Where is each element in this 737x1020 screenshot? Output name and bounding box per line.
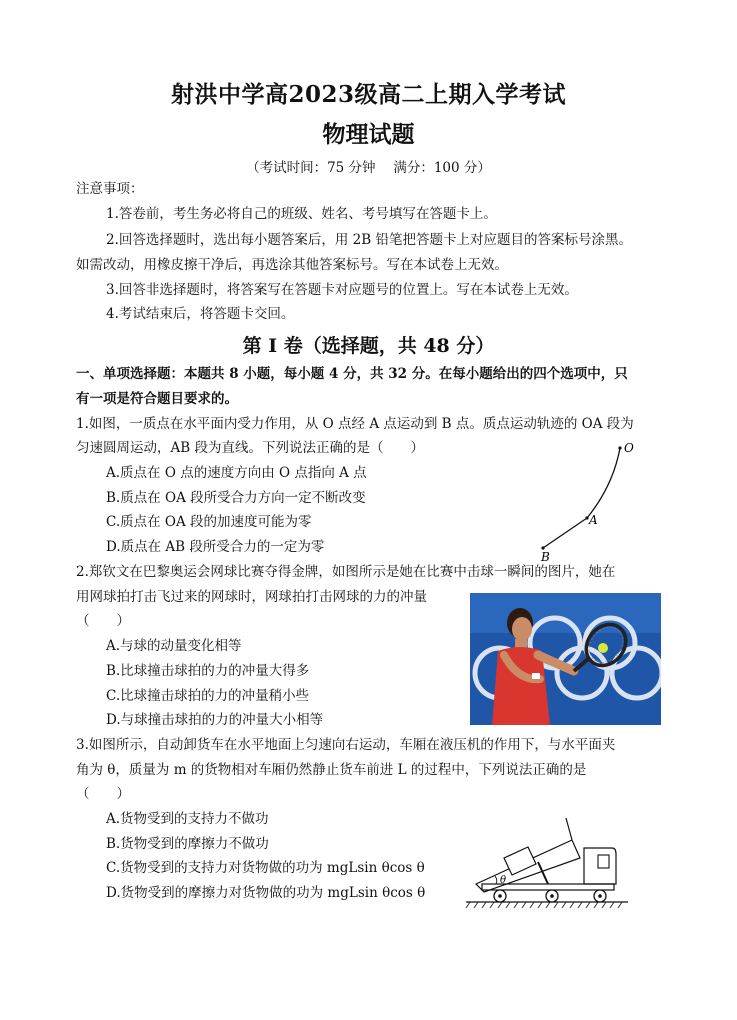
- part-one-instructions: 一、单项选择题：本题共 8 小题，每小题 4 分，共 32 分。在每小题给出的四个选项中，只: [76, 366, 628, 382]
- question-3-option-c: C.货物受到的支持力对货物做的功为 mgLsin θcos θ: [106, 860, 425, 876]
- question-2-option-b: B.比球撞击球拍的力的冲量大得多: [106, 663, 310, 679]
- question-3-option-a: A.货物受到的支持力不做功: [106, 811, 269, 827]
- question-1-option-b: B.质点在 OA 段所受合力方向一定不断改变: [106, 490, 366, 506]
- question-2-stem: 用网球拍打击飞过来的网球时，网球拍打击网球的力的冲量: [76, 589, 427, 605]
- question-3-option-d: D.货物受到的摩擦力对货物做的功为 mgLsin θcos θ: [106, 885, 426, 901]
- point-o-label: O: [624, 441, 634, 455]
- point-b-label: B: [541, 550, 550, 564]
- section-title: 第 I 卷（选择题，共 48 分）: [242, 335, 495, 357]
- notice-item: 如需改动，用橡皮擦干净后，再选涂其他答案标号。写在本试卷上无效。: [76, 257, 508, 273]
- exam-title: 射洪中学高2023级高二上期入学考试: [170, 81, 566, 108]
- question-2-option-a: A.与球的动量变化相等: [106, 638, 242, 654]
- question-3-stem: （ ）: [76, 786, 130, 802]
- question-2-stem: 2.郑钦文在巴黎奥运会网球比赛夺得金牌，如图所示是她在比赛中击球一瞬间的图片，她在: [76, 564, 616, 580]
- notice-item: 1.答卷前，考生务必将自己的班级、姓名、考号填写在答题卡上。: [106, 206, 497, 222]
- question-1-stem: 匀速圆周运动，AB 段为直线。下列说法正确的是（ ）: [76, 440, 424, 456]
- question-1-option-c: C.质点在 OA 段的加速度可能为零: [106, 514, 312, 530]
- question-1-stem: 1.如图，一质点在水平面内受力作用，从 O 点经 A 点运动到 B 点。质点运动轨迹的 OA 段为: [76, 416, 634, 432]
- question-3-stem: 3.如图所示，自动卸货车在水平地面上匀速向右运动，车厢在液压机的作用下，与水平面夹: [76, 737, 616, 753]
- question-1-option-a: A.质点在 O 点的速度方向由 O 点指向 A 点: [106, 465, 367, 481]
- question-2-option-d: D.与球撞击球拍的力的冲量大小相等: [106, 712, 324, 728]
- notice-item: 4.考试结束后，将答题卡交回。: [106, 306, 295, 322]
- trajectory-figure: [525, 436, 645, 564]
- notice-item: 3.回答非选择题时，将答案写在答题卡对应题号的位置上。写在本试卷上无效。: [106, 282, 578, 298]
- question-2-stem: （ ）: [76, 613, 130, 629]
- question-1-option-d: D.质点在 AB 段所受合力的一定为零: [106, 539, 325, 555]
- line-ab: [543, 518, 587, 548]
- theta-label: θ: [500, 875, 507, 886]
- point-a-label: A: [589, 513, 598, 527]
- tennis-photo: [470, 593, 661, 725]
- part-one-instructions: 有一项是符合题目要求的。: [76, 391, 238, 407]
- arc-oa: [587, 448, 620, 518]
- exam-info: （考试时间：75 分钟 满分：100 分）: [246, 160, 491, 176]
- question-2-option-c: C.比球撞击球拍的力的冲量稍小些: [106, 688, 310, 704]
- dump-truck-figure: [462, 814, 632, 912]
- tennis-ball: [598, 643, 608, 653]
- notice-heading: 注意事项：: [76, 181, 144, 197]
- question-3-option-b: B.货物受到的摩擦力不做功: [106, 836, 269, 852]
- notice-item: 2.回答选择题时，选出每小题答案后，用 2B 铅笔把答题卡上对应题目的答案标号涂黑。: [106, 232, 632, 248]
- subject-title: 物理试题: [322, 121, 415, 148]
- question-3-stem: 角为 θ，质量为 m 的货物相对车厢仍然静止货车前进 L 的过程中，下列说法正确的是: [76, 762, 587, 778]
